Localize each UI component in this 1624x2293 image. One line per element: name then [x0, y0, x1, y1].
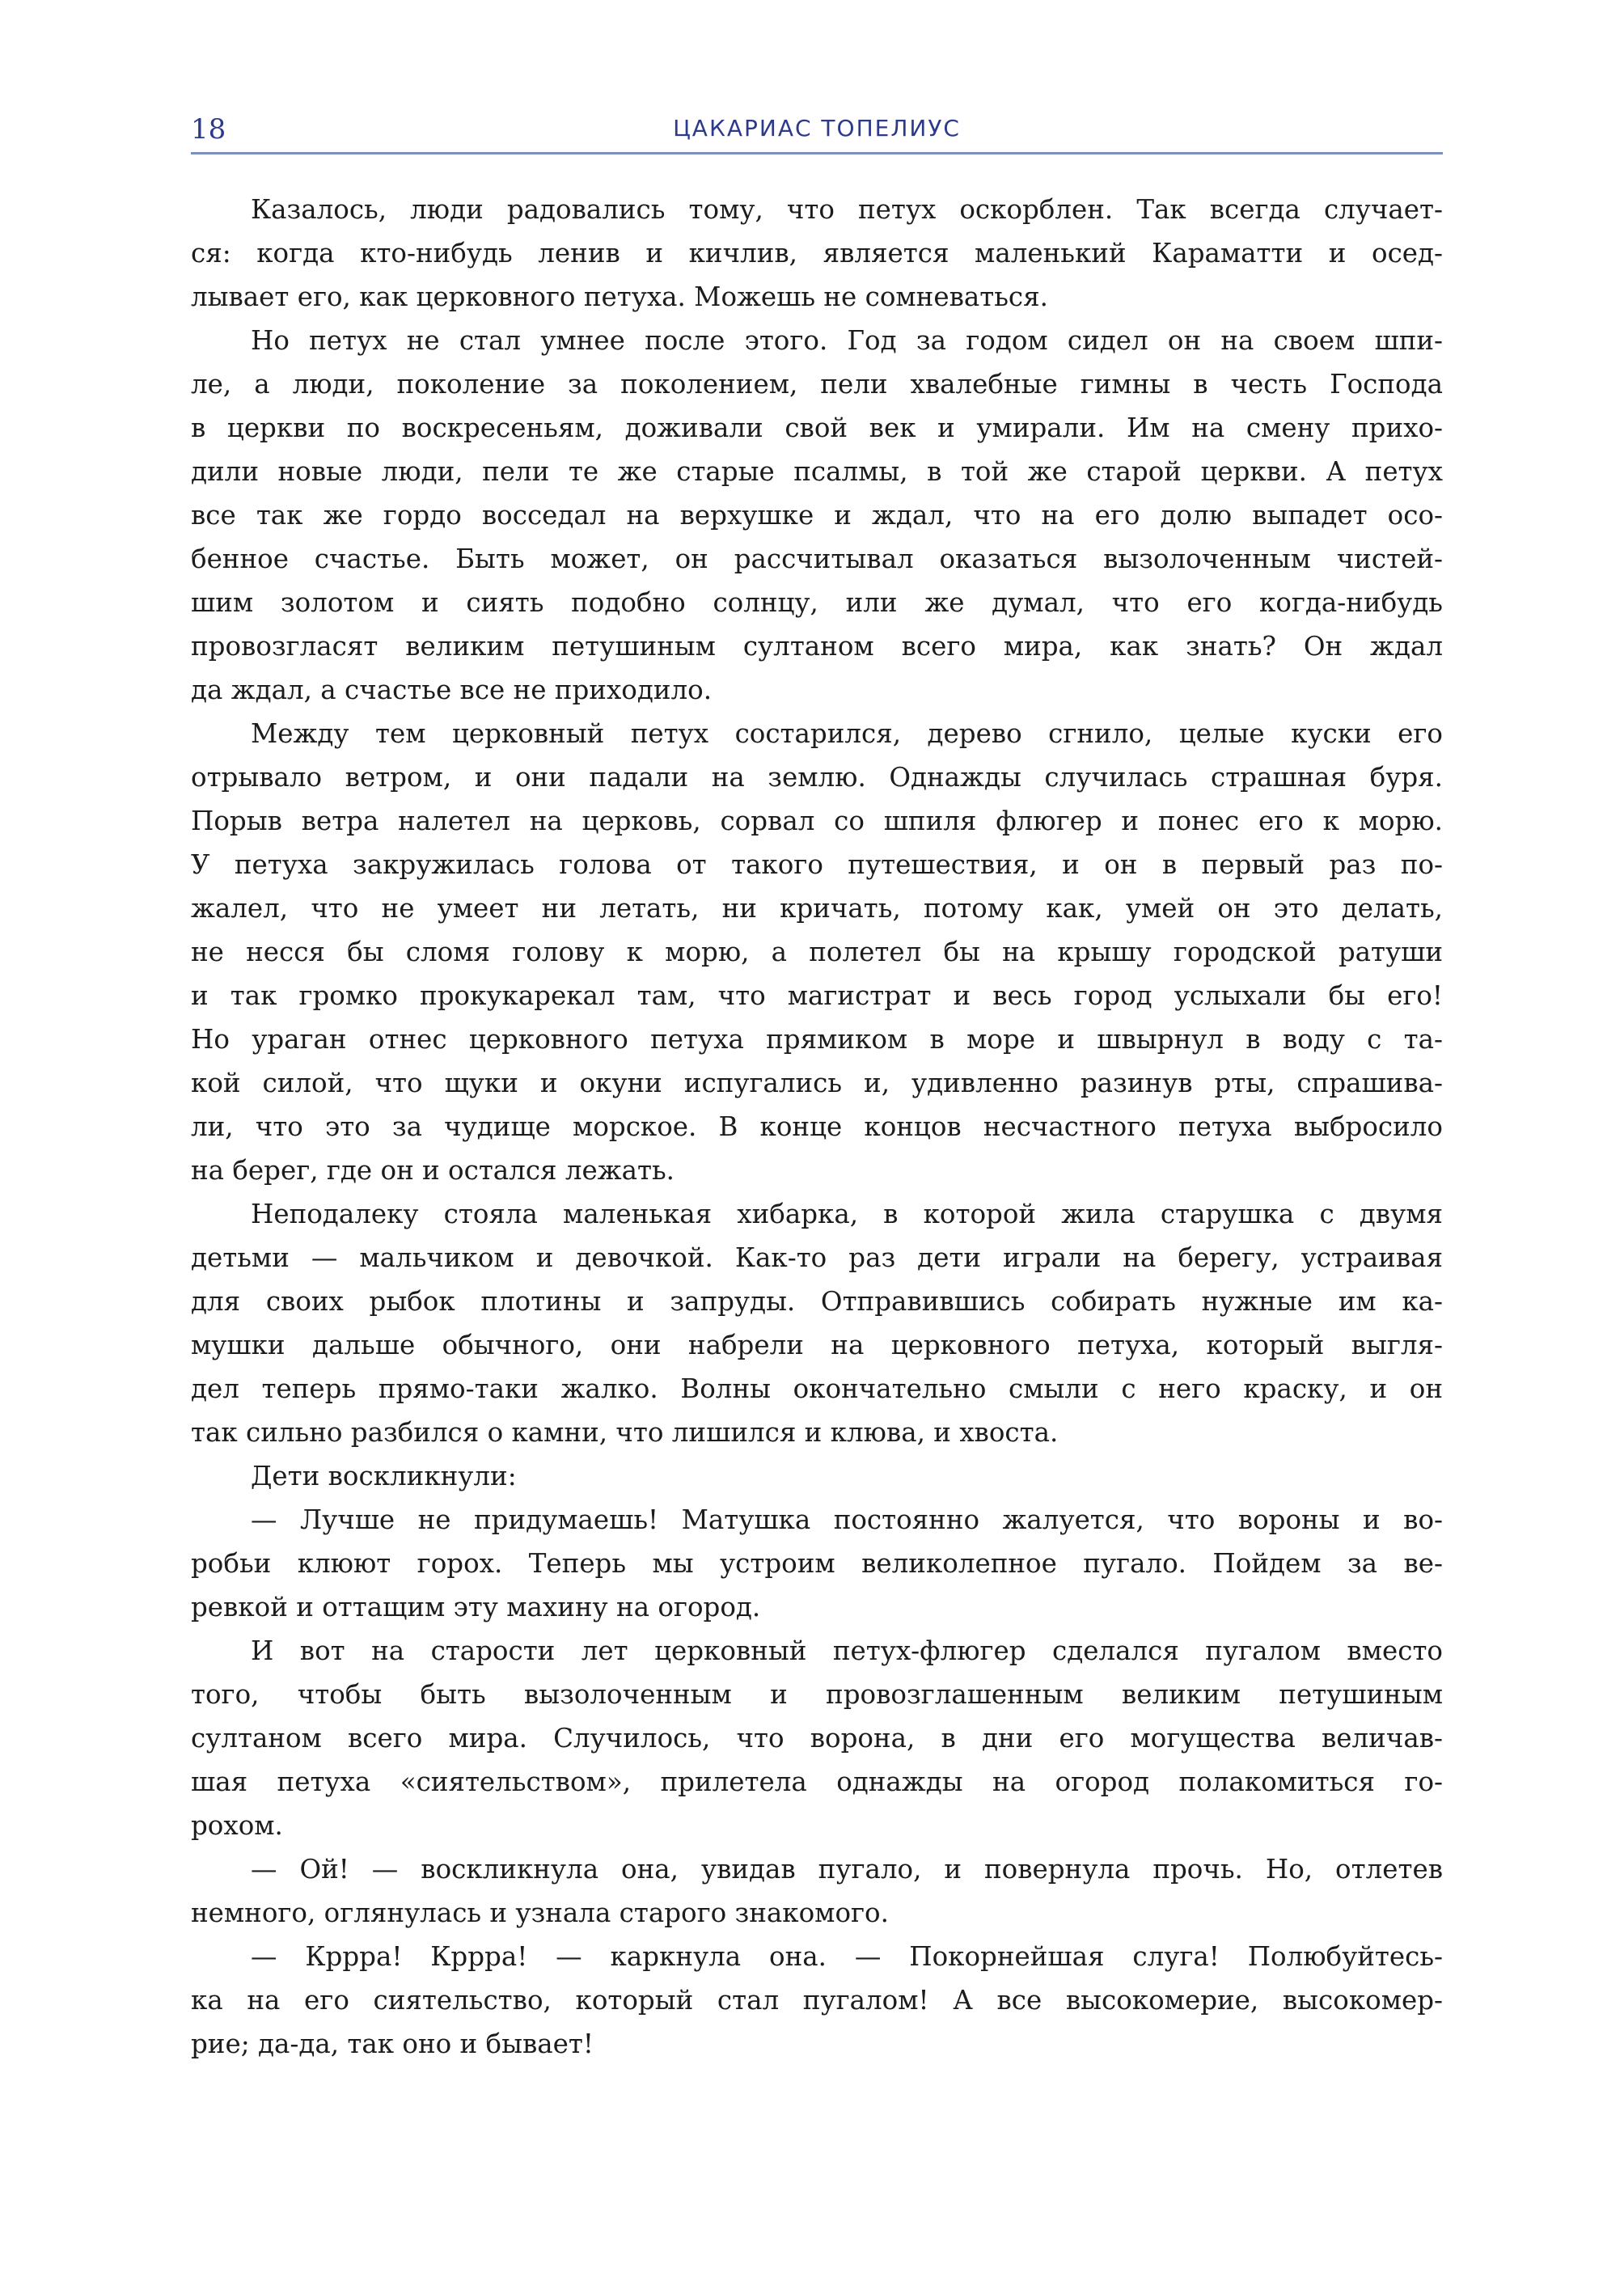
text-line: дел теперь прямо-таки жалко. Волны окончательно смыли с него краску, и он	[191, 1373, 1443, 1404]
text-line: в церкви по воскресеньям, доживали свой век и умирали. Им на смену прихо-	[191, 412, 1443, 443]
text-line: Дети воскликнули:	[251, 1461, 517, 1491]
text-line: ка на его сиятельство, который стал пугалом! А все высокомерие, высокомер-	[191, 1985, 1443, 2016]
text-line: для своих рыбок плотины и запруды. Отправившись собирать нужные им ка-	[191, 1286, 1443, 1317]
text-line: Но ураган отнес церковного петуха прямиком в море и швырнул в воду с та-	[191, 1024, 1443, 1055]
text-line: бенное счастье. Быть может, он рассчитывал оказаться вызолоченным чистей-	[191, 544, 1443, 574]
text-line: шим золотом и сиять подобно солнцу, или же думал, что его когда-нибудь	[191, 587, 1443, 618]
text-line: так сильно разбился о камни, что лишился и клюва, и хвоста.	[191, 1417, 1059, 1448]
text-line: кой силой, что щуки и окуни испугались и, удивленно разинув рты, спрашива-	[191, 1068, 1443, 1098]
text-line: жалел, что не умеет ни летать, ни кричать, потому как, умей он это делать,	[191, 893, 1443, 924]
text-line: ле, а люди, поколение за поколением, пели хвалебные гимны в честь Господа	[191, 369, 1443, 400]
paragraph	[191, 188, 1443, 319]
text-line: на берег, где он и остался лежать.	[191, 1155, 675, 1186]
text-line: мушки дальше обычного, они набрели на церковного петуха, который выгля-	[191, 1330, 1443, 1360]
text-line: ли, что это за чудище морское. В конце концов несчастного петуха выбросило	[191, 1111, 1443, 1142]
paragraph	[191, 1629, 1443, 1847]
paragraph	[191, 1935, 1443, 2066]
text-line: не несся бы сломя голову к морю, а полетел бы на крышу городской ратуши	[191, 937, 1443, 967]
text-line: немного, оглянулась и узнала старого знакомого.	[191, 1897, 889, 1928]
text-line: ревкой и оттащим эту махину на огород.	[191, 1592, 761, 1622]
paragraph	[191, 319, 1443, 712]
text-line: лывает его, как церковного петуха. Можешь не сомневаться.	[191, 281, 1048, 312]
text-line: Но петух не стал умнее после этого. Год за годом сидел он на своем шпи-	[251, 325, 1443, 356]
text-line: детьми — мальчиком и девочкой. Как-то раз дети играли на берегу, устраивая	[191, 1242, 1443, 1273]
text-line: провозгласят великим петушиным султаном всего мира, как знать? Он ждал	[191, 631, 1443, 662]
text-line: султаном всего мира. Случилось, что ворона, в дни его могущества величав-	[191, 1723, 1443, 1754]
text-line: У петуха закружилась голова от такого путешествия, и он в первый раз по-	[191, 849, 1443, 880]
text-line: того, чтобы быть вызолоченным и провозглашенным великим петушиным	[191, 1679, 1443, 1710]
text-line: И вот на старости лет церковный петух-флюгер сделался пугалом вместо	[251, 1635, 1443, 1666]
text-line: Неподалеку стояла маленькая хибарка, в которой жила старушка с двумя	[251, 1199, 1443, 1229]
page-number: 18	[191, 113, 226, 146]
text-line: — Лучше не придумаешь! Матушка постоянно жалуется, что вороны и во-	[251, 1504, 1443, 1535]
text-line: Порыв ветра налетел на церковь, сорвал со шпиля флюгер и понес его к морю.	[191, 806, 1443, 836]
paragraph	[191, 1454, 1443, 1498]
paragraph	[191, 1498, 1443, 1629]
text-line: все так же гордо восседал на верхушке и ждал, что на его долю выпадет осо-	[191, 500, 1443, 531]
text-line: дили новые люди, пели те же старые псалмы, в той же старой церкви. А петух	[191, 456, 1443, 487]
text-line: и так громко прокукарекал там, что магистрат и весь город услыхали бы его!	[191, 980, 1443, 1011]
text-line: Казалось, люди радовались тому, что петух оскорблен. Так всегда случает-	[251, 194, 1443, 225]
text-line: рохом.	[191, 1810, 283, 1841]
text-line: ся: когда кто-нибудь ленив и кичлив, является маленький Караматти и осед-	[191, 238, 1443, 269]
text-line: шая петуха «сиятельством», прилетела однажды на огород полакомиться го-	[191, 1766, 1443, 1797]
text-line: Между тем церковный петух состарился, дерево сгнило, целые куски его	[251, 718, 1443, 749]
text-line: отрывало ветром, и они падали на землю. Однажды случилась страшная буря.	[191, 762, 1443, 793]
paragraph	[191, 712, 1443, 1192]
paragraph	[191, 1847, 1443, 1935]
text-line: рие; да-да, так оно и бывает!	[191, 2029, 594, 2059]
text-line: — Ой! — воскликнула она, увидав пугало, и повернула прочь. Но, отлетев	[251, 1854, 1443, 1885]
running-title: ЦАКАРИАС ТОПЕЛИУС	[673, 115, 961, 142]
body-text	[191, 188, 1443, 2066]
text-line: робьи клюют горох. Теперь мы устроим великолепное пугало. Пойдем за ве-	[191, 1548, 1443, 1579]
text-line: — Крррa! Крррa! — каркнула она. — Покорнейшая слуга! Полюбуйтесь-	[251, 1941, 1443, 1972]
running-header	[191, 112, 1443, 154]
text-line: да ждал, а счастье все не приходило.	[191, 675, 713, 705]
paragraph	[191, 1192, 1443, 1454]
